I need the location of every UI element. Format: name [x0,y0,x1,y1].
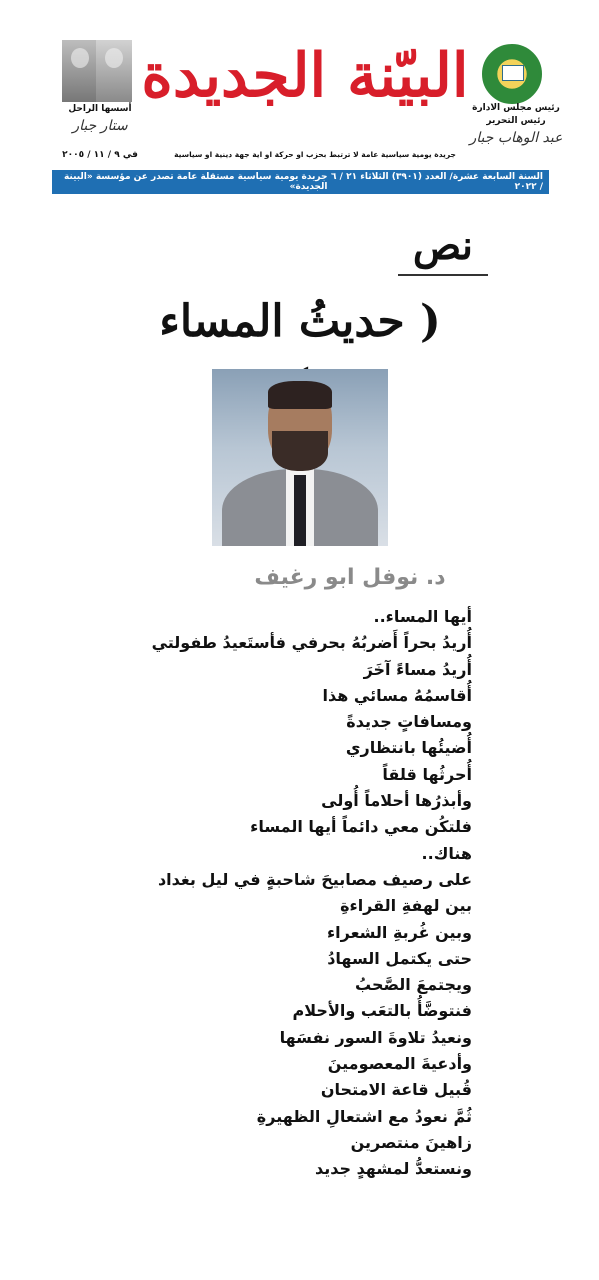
poem-line: حتى يكتمل السهادُ [327,948,472,968]
poem-line: ويجتمعَ الصَّحبُ [355,975,472,995]
poem-line: أُريدُ مساءً آخَرَ [363,659,472,679]
section-label: نص [412,222,474,269]
newspaper-tagline: جريدة يومية سياسية مستقلة عامة تصدر عن مؤسسة «البينة الجديدة» [63,172,328,192]
poem-line: أيها المساء.. [373,607,472,626]
founder-signature: ستار جبار [72,118,128,134]
editor-signature: عبد الوهاب جبار [469,130,563,146]
poem-line: ومسافاتٍ جديدةً [346,712,472,732]
founder-photos [62,40,132,102]
poem-line: ونستعدُّ لمشهدٍ جديد [314,1159,472,1179]
poem-line: وأبذرُها أحلاماً أُولى [321,791,472,811]
poem-title: ( حديثُ المساء [159,296,441,347]
poem-line: وأدعيةَ المعصومينَ [327,1054,472,1074]
poem-line: فنتوضَّأُ بالتعَب والأحلام [292,1001,472,1021]
board-label: رئيس مجلس الادارة رئيس التحرير [472,103,560,126]
founder-photo [62,40,98,102]
section-divider [398,274,488,276]
newspaper-logo: البيّنة الجديدة [141,41,469,111]
masthead [0,0,599,170]
poem-line: ونعيدُ تلاوةَ السور نفسَها [279,1027,472,1047]
issue-info-bar [52,170,549,194]
founder-date: في ٩ / ١١ / ٢٠٠٥ [62,150,138,160]
author-name: د. نوفل ابو رغيف [254,565,446,590]
issue-info: السنة السابعة عشرة/ العدد (٣٩٠١) الثلاثاء ٢١ / ٦ / ٢٠٢٢ [331,172,543,192]
poem-line: أُحرثُها قلقاً [382,764,472,784]
poem-line: فلتكُن معي دائماً أيها المساء [250,817,472,837]
poem-line: أُقاسمُهُ مسائي هذا [322,685,472,705]
author-photo [212,369,388,546]
poem-line: قُبيل قاعة الامتحان [320,1080,472,1100]
founder-label: أسسها الراحل [68,104,132,114]
newspaper-emblem-icon [482,44,542,104]
poem-line: وبين غُربةِ الشعراء [326,922,472,942]
poem-line: ثُمَّ نعودُ مع اشتعالِ الظهيرةِ [256,1106,472,1126]
poem-line: بين لهفةِ القراءةِ [340,896,472,916]
founder-photo-2 [96,40,132,102]
poem-line: أُريدُ بحراً أَضربُهُ بحرفي فأستَعيدُ طفولتي [151,633,472,653]
poem-line: على رصيف مصابيحَ شاحبةٍ في ليل بغداد [157,869,472,889]
poem-line: زاهينَ منتصرين [350,1132,472,1152]
poem-body [124,604,472,1183]
newspaper-slogan: جريدة يومية سياسية عامة لا ترتبط بحزب او حركة او اية جهة دينية او سياسية [174,150,456,159]
poem-line: هناك.. [421,843,472,863]
poem-line: أُضيئُها بانتظاري [345,738,472,758]
